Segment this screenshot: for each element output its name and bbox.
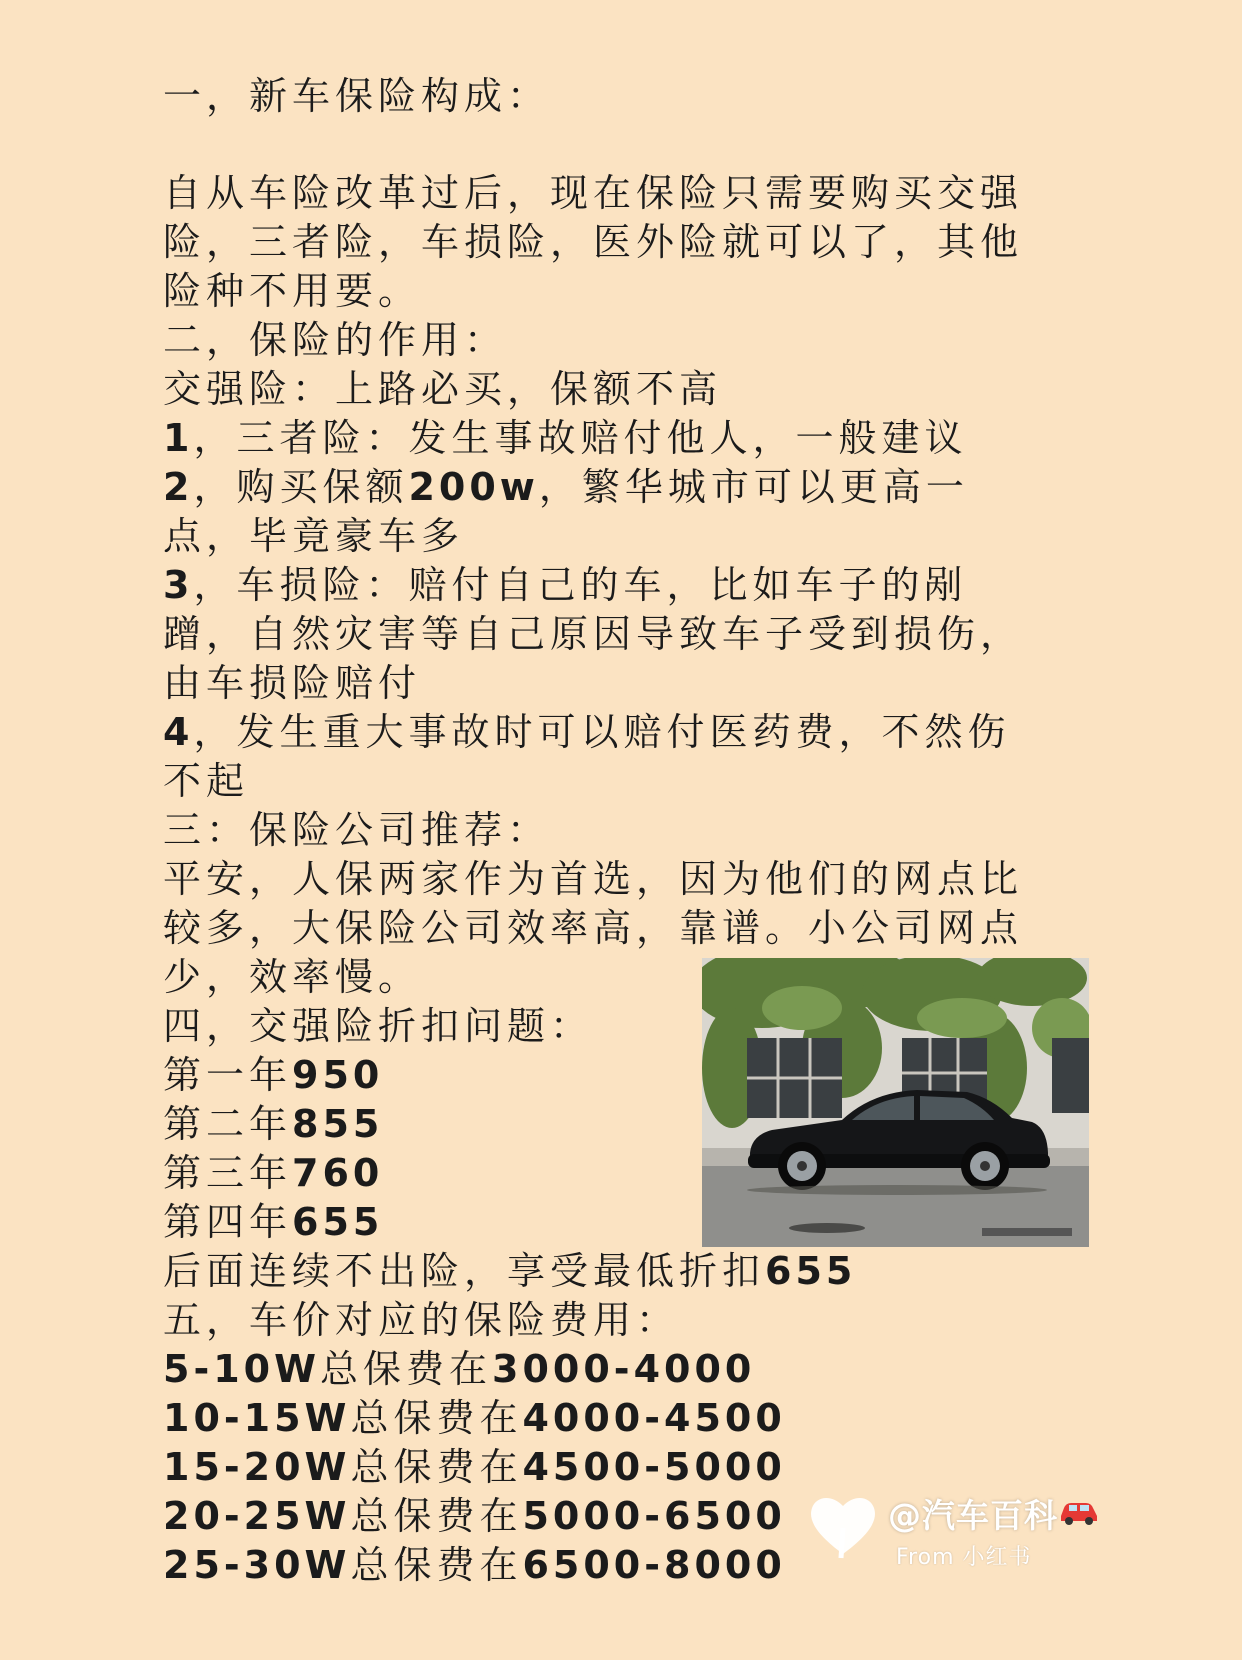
- text-line: 交强险：上路必买，保额不高: [163, 367, 723, 411]
- text-line: 第四年655: [163, 1200, 384, 1244]
- text-line: 自从车险改革过后，现在保险只需要购买交强: [163, 171, 1024, 215]
- text-line: 三：保险公司推荐：: [163, 808, 551, 852]
- text-line: 五，车价对应的保险费用：: [163, 1298, 680, 1342]
- heart-icon: [806, 1488, 880, 1560]
- text-line: 点，毕竟豪车多: [163, 514, 465, 558]
- text-line: 15-20W总保费在4500-5000: [163, 1445, 786, 1489]
- text-line: 四，交强险折扣问题：: [163, 1004, 594, 1048]
- text-line: 后面连续不出险，享受最低折扣655: [163, 1249, 857, 1293]
- text-line: 10-15W总保费在4000-4500: [163, 1396, 786, 1440]
- text-line: 不起: [163, 759, 250, 803]
- car-icon: [1058, 1496, 1100, 1526]
- text-line: 3，车损险：赔付自己的车，比如车子的剐: [163, 563, 968, 607]
- blank-line: [163, 121, 1063, 169]
- text-line: 蹭，自然灾害等自己原因导致车子受到损伤，: [163, 612, 1024, 656]
- text-line: 少，效率慢。: [163, 955, 422, 999]
- car-photo: [702, 958, 1089, 1247]
- text-line: 4，发生重大事故时可以赔付医药费，不然伤: [163, 710, 1011, 754]
- text-line: 险，三者险，车损险，医外险就可以了，其他: [163, 220, 1024, 264]
- text-line: 一，新车保险构成：: [163, 74, 551, 118]
- text-line: 第一年950: [163, 1053, 384, 1097]
- text-line: 第二年855: [163, 1102, 384, 1146]
- text-line: 第三年760: [163, 1151, 384, 1195]
- text-line: 由车损险赔付: [163, 661, 422, 705]
- text-line: 二，保险的作用：: [163, 318, 508, 362]
- watermark-handle: @汽车百科: [888, 1496, 1058, 1535]
- text-line: 5-10W总保费在3000-4000: [163, 1347, 756, 1391]
- text-line: 25-30W总保费在6500-8000: [163, 1543, 786, 1587]
- article-body: [163, 72, 1063, 1590]
- text-line: 20-25W总保费在5000-6500: [163, 1494, 786, 1538]
- text-line: 平安，人保两家作为首选，因为他们的网点比: [163, 857, 1024, 901]
- watermark-source: From 小红书: [896, 1545, 1032, 1570]
- watermark: [806, 1488, 1106, 1568]
- text-line: 险种不用要。: [163, 269, 422, 313]
- text-line: 较多，大保险公司效率高，靠谱。小公司网点: [163, 906, 1024, 950]
- text-line: 1，三者险：发生事故赔付他人，一般建议: [163, 416, 968, 460]
- text-line: 2，购买保额200w，繁华城市可以更高一: [163, 465, 969, 509]
- car-photo-illustration: [702, 958, 1089, 1247]
